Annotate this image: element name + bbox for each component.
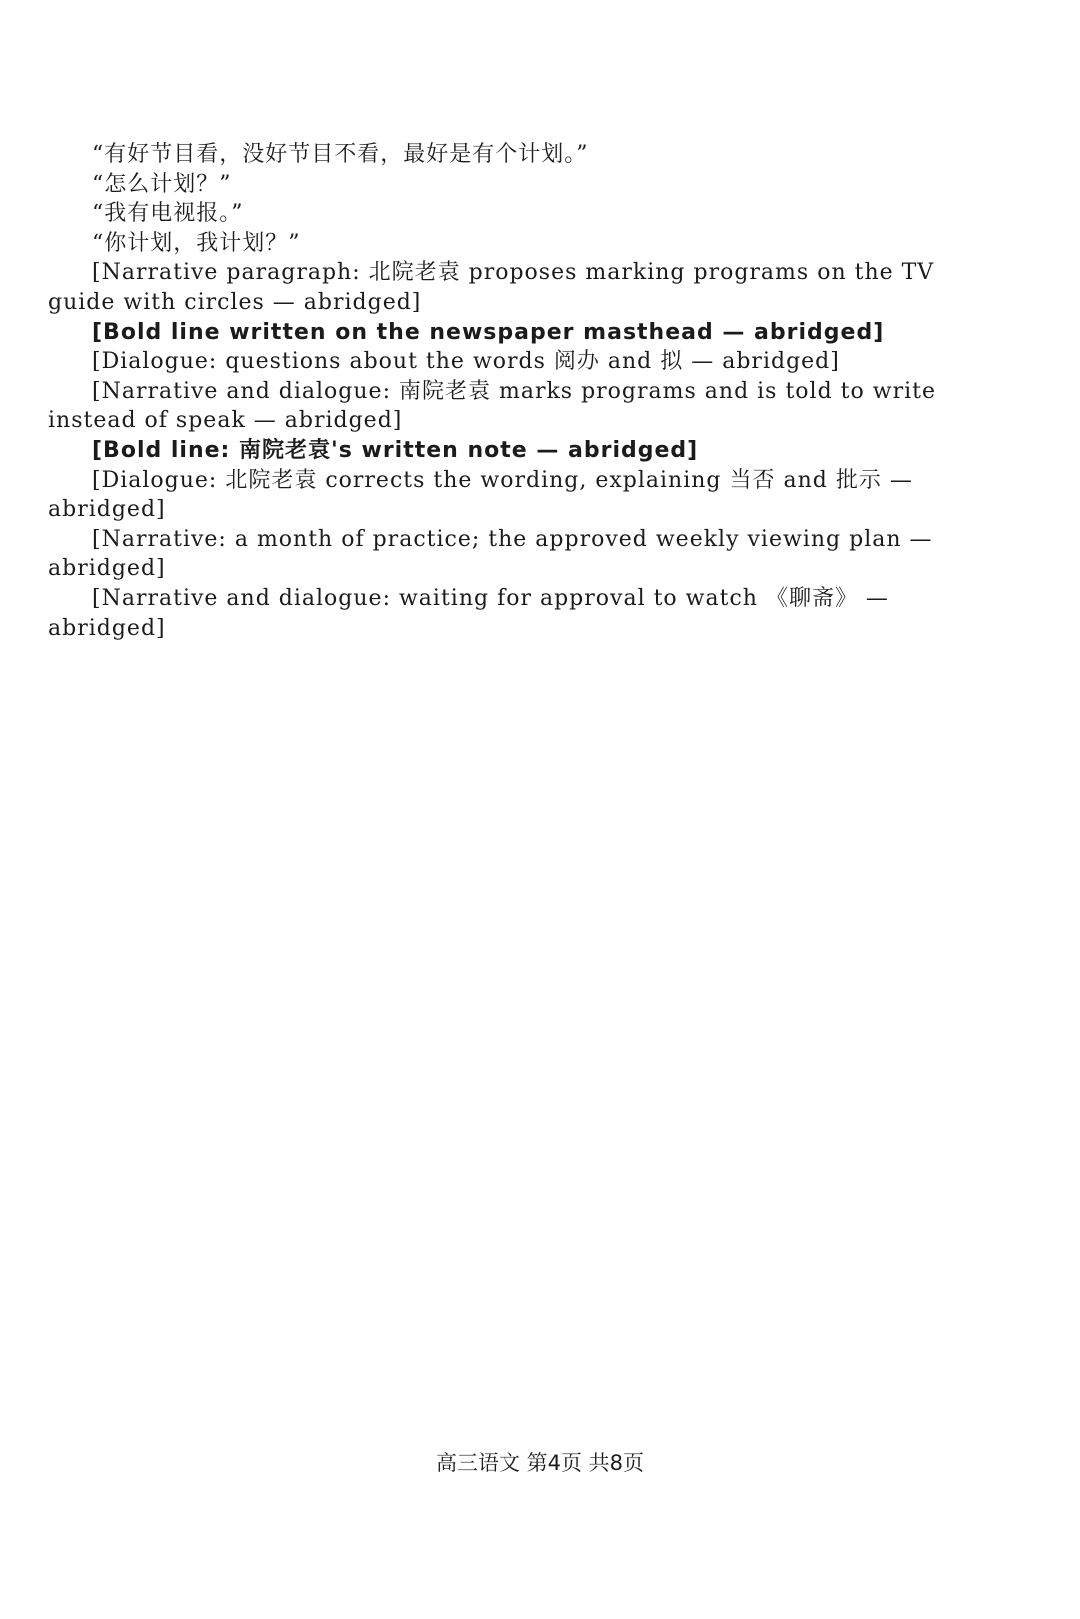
paragraph: “有好节目看，没好节目不看，最好是有个计划。” — [92, 142, 589, 167]
paragraph: [Dialogue: questions about the words 阅办 and 拟 — abridged] — [92, 349, 840, 375]
paragraph: [Narrative and dialogue: 南院老袁 marks programs and is told to write instead of speak — abridged] — [48, 378, 936, 434]
document-body — [48, 140, 1008, 643]
paragraph: [Narrative and dialogue: waiting for approval to watch 《聊斋》 — abridged] — [48, 585, 889, 641]
paragraph: “怎么计划？” — [92, 171, 232, 197]
bold-paragraph: [Bold line: 南院老袁's written note — abridged] — [92, 437, 699, 463]
bold-paragraph: [Bold line written on the newspaper masthead — abridged] — [92, 319, 885, 345]
paragraph: “我有电视报。” — [92, 201, 244, 227]
page-footer: 高三语文 第4页 共8页 — [435, 1451, 645, 1475]
paragraph: [Narrative paragraph: 北院老袁 proposes marking programs on the TV guide with circles — abridged] — [48, 260, 935, 315]
paragraph: [Narrative: a month of practice; the approved weekly viewing plan — abridged] — [48, 526, 933, 582]
paragraph: “你计划，我计划？” — [92, 230, 301, 256]
paragraph: [Dialogue: 北院老袁 corrects the wording, explaining 当否 and 批示 — abridged] — [48, 467, 913, 523]
